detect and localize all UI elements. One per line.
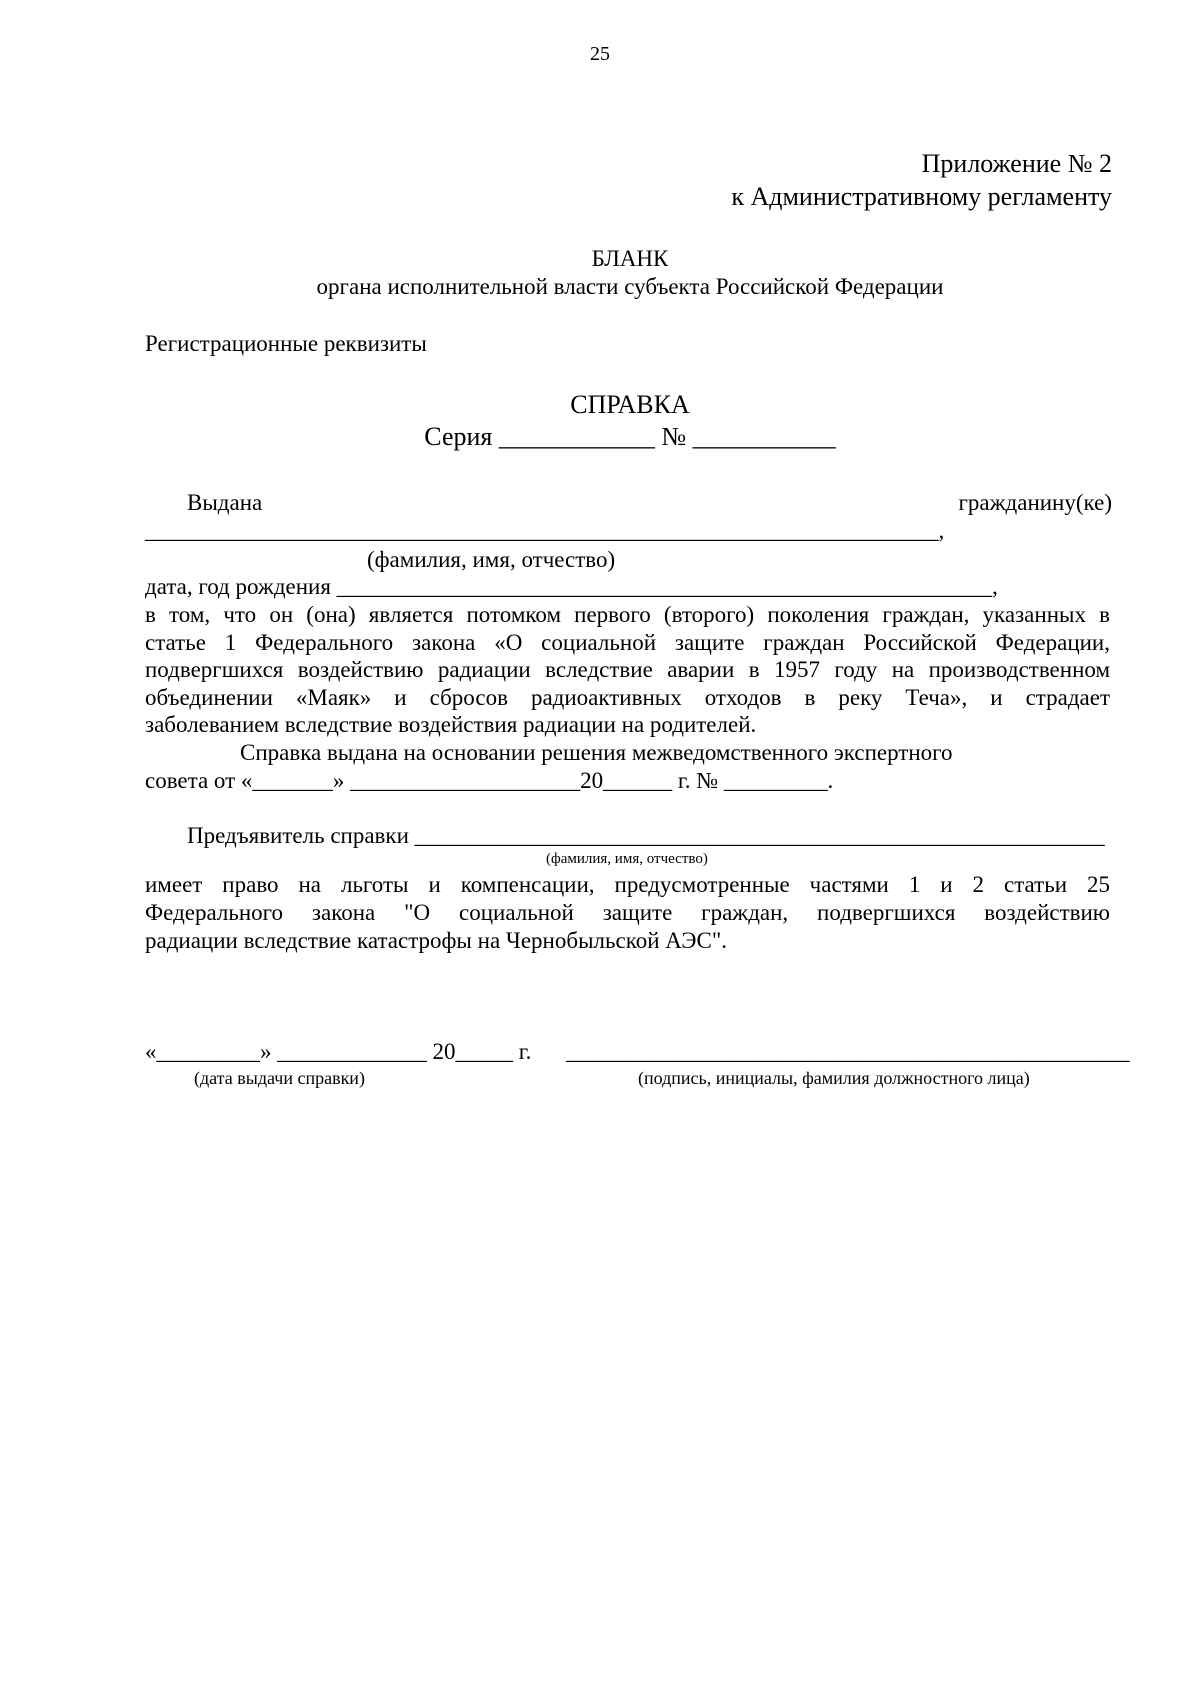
- body-line: в том, что он (она) является потомком первого (второго) поколения граждан, указанных в: [145, 602, 1110, 627]
- appendix-regulation: к Административному регламенту: [731, 182, 1112, 211]
- basis-line: Справка выдана на основании решения межведомственного экспертного: [240, 740, 953, 765]
- issue-date-caption: (дата выдачи справки): [194, 1068, 365, 1088]
- body-line: объединении «Маяк» и сбросов радиоактивных отходов в реку Теча», и страдает: [145, 685, 1110, 710]
- name-caption: (фамилия, имя, отчество): [367, 547, 616, 572]
- certificate-title: СПРАВКА: [570, 390, 690, 419]
- body-line: подвергшихся воздействию радиации вследствие аварии в 1957 году на производственном: [145, 657, 1110, 682]
- signature-line: _________________________________________________: [566, 1039, 1130, 1064]
- council-decision-line: совета от «_______» ____________________20______ г. № _________.: [145, 768, 834, 793]
- body-line: заболеванием вследствие воздействия радиации на родителей.: [145, 712, 757, 737]
- certificate-series: Серия ____________ № ___________: [424, 422, 836, 451]
- bearer-caption: (фамилия, имя, отчество): [546, 851, 708, 867]
- appendix-number: Приложение № 2: [921, 149, 1112, 178]
- issue-date-line: «_________» _____________ 20_____ г.: [145, 1039, 532, 1064]
- rights-line: имеет право на льготы и компенсации, предусмотренные частями 1 и 2 статьи 25: [145, 872, 1110, 897]
- birth-date-line: дата, год рождения _________________________________________________________,: [145, 574, 998, 599]
- body-line: статье 1 Федерального закона «О социальной защите граждан Российской Федерации,: [145, 630, 1110, 655]
- name-line: _____________________________________________________________________,: [145, 518, 945, 543]
- blank-subtitle: органа исполнительной власти субъекта Российской Федерации: [316, 274, 944, 299]
- rights-line: радиации вследствие катастрофы на Чернобыльской АЭС".: [145, 928, 727, 953]
- bearer-line: Предъявитель справки ____________________________________________________________: [187, 823, 1105, 848]
- issued-label: Выдана: [187, 490, 263, 515]
- signature-caption: (подпись, инициалы, фамилия должностного лица): [638, 1068, 1030, 1088]
- registration-details: Регистрационные реквизиты: [145, 331, 427, 356]
- rights-line: Федерального закона "О социальной защите граждан, подвергшихся воздействию: [145, 900, 1110, 925]
- page-number: 25: [590, 43, 610, 65]
- citizen-label: гражданину(ке): [958, 490, 1112, 515]
- blank-title: БЛАНК: [591, 246, 669, 271]
